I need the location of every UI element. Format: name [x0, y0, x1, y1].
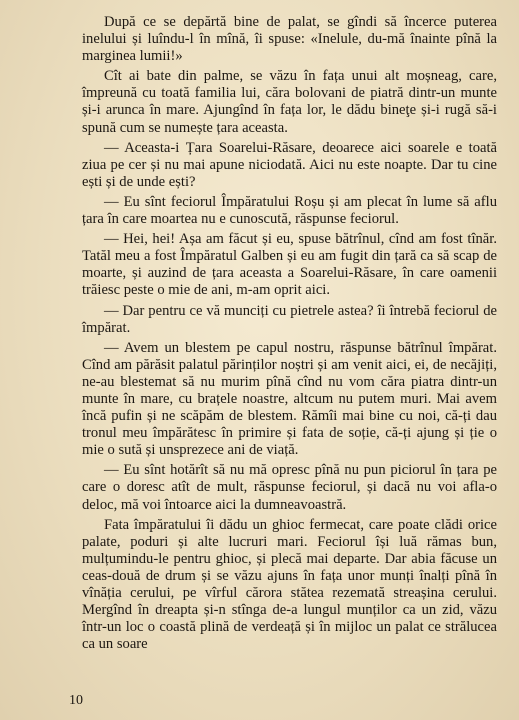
page-number: 10	[69, 693, 83, 708]
paragraph: — Aceasta-i Țara Soarelui-Răsare, deoarece aici soarele e toată ziua pe cer și nu mai apune niciodată. Aici nu este noapte. Dar tu cine ești și de unde ești?	[82, 139, 497, 190]
paragraph: — Avem un blestem pe capul nostru, răspunse bătrînul împărat. Cînd am părăsit palatul părinților noștri și am venit aici, ei, de necăjiți, ne-au blestemat să nu murim pînă cînd nu vom căra piatra dintr-un munte în mare, cu brațele noastre, altcum nu putem muri. Mai avem încă pufin și ne scăpăm de blestem. Rămîi mai bine cu noi, că-ți dau tronul meu împărătesc în primire și fata de soție, că-ți ajung și ție o mie o sută și unsprezece ani de viață.	[82, 339, 497, 459]
body-text	[82, 14, 497, 653]
paragraph: — Dar pentru ce vă munciți cu pietrele astea? îi întrebă feciorul de împărat.	[82, 302, 497, 336]
paragraph: — Eu sînt hotărît să nu mă opresc pînă nu pun piciorul în țara pe care o doresc atît de mult, răspunse feciorul, și dacă nu voi afla-o deloc, mă voi întoarce aici la dumneavoastră.	[82, 462, 497, 513]
paragraph: Fata împăratului îi dădu un ghioc fermecat, care poate clădi orice palate, poduri și alte lucruri mari. Feciorul își luă rămas bun, mulțumindu-le pentru ghioc, și plecă mai departe. Dar abia făcuse un ceas-două de drum și se văzu ajuns în fața unor munți înalți pînă în vînăția cerului, pe vîrful cărora stătea rezemată streașina cerului. Mergînd în dreapta și-n stînga de-a lungul munților ca un zid, văzu într-un loc o coastă plină de verdeață și în mijloc un palat ce strălucea ca un soare	[82, 516, 497, 653]
paragraph: Cît ai bate din palme, se văzu în fața unui alt moșneag, care, împreună cu toată familia lui, căra bolovani de piatră dintr-un munte și-i arunca în mare. Ajungînd în fața lor, le dădu bineţe și-i rugă să-i spună cum se numește țara aceasta.	[82, 68, 497, 136]
paragraph: După ce se depărtă bine de palat, se gîndi să încerce puterea inelului și luîndu-l în mînă, îi spuse: «Inelule, du-mă înainte pînă la marginea lumii!»	[82, 14, 497, 65]
paragraph: — Eu sînt feciorul Împăratului Roșu și am plecat în lume să aflu țara în care moartea nu e cunoscută, răspunse feciorul.	[82, 193, 497, 228]
paragraph: — Hei, hei! Așa am făcut și eu, spuse bătrînul, cînd am fost tînăr. Tatăl meu a fost Împăratul Galben și eu am fugit din țară ca să scap de moarte, și auzind de țara aceasta a Soarelui-Răsare, în care oamenii trăiesc peste o mie de ani, m-am oprit aici.	[82, 231, 497, 299]
